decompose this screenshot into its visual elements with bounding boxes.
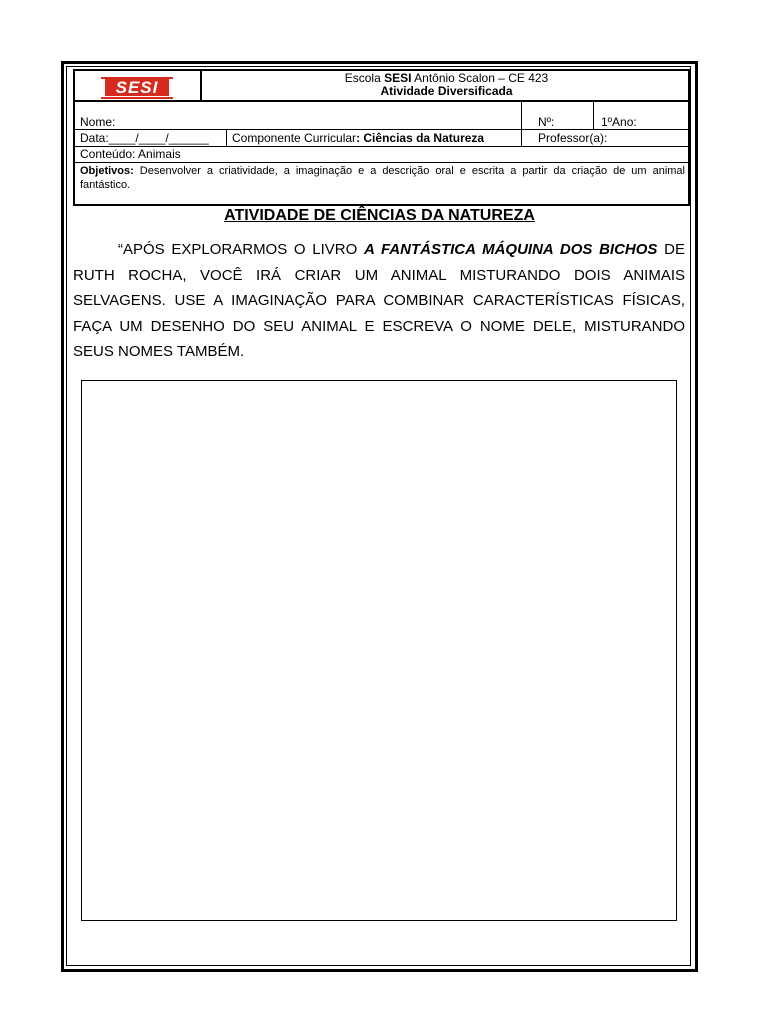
activity-type: Atividade Diversificada — [380, 84, 513, 98]
sesi-logo-text: SESI — [115, 78, 159, 97]
header-table — [73, 69, 690, 206]
school-brand: SESI — [384, 71, 412, 85]
objectives-label: Objetivos: — [80, 165, 134, 177]
instructions-paragraph: “APÓS EXPLORARMOS O LIVRO A FANTÁSTICA MÁQUINA DOS BICHOS DE RUTH ROCHA, VOCÊ IRÁ CRIAR UM ANIMAL MISTURANDO DOIS ANIMAIS SELVAGENS. USE A IMAGINAÇÃO PARA COMBINAR CARACTERÍSTICAS FÍSICAS, FAÇA UM DESENHO DO SEU ANIMAL E ESCREVA O NOME DELE, MISTURANDO SEUS NOMES TAMBÉM. — [73, 241, 685, 360]
school-name: Escola SESI Antônio Scalon – CE 423 — [344, 71, 549, 85]
header-row-date — [75, 130, 688, 147]
logo-cell — [75, 71, 202, 100]
sesi-logo — [105, 79, 169, 96]
date-field: Data:____/____/______ — [80, 131, 209, 145]
header-row-school — [75, 71, 688, 102]
content-field: Conteúdo: Animais — [80, 147, 181, 161]
component-field: Componente Curricular: Ciências da Natureza — [226, 130, 521, 146]
book-title: A FANTÁSTICA MÁQUINA DOS BICHOS — [364, 241, 658, 258]
number-field: Nº: — [521, 102, 593, 129]
header-row-content — [75, 147, 688, 163]
name-field: Nome: — [80, 115, 116, 129]
drawing-area[interactable] — [81, 380, 677, 921]
logo-stripe-bottom — [101, 97, 173, 99]
header-row-objectives — [75, 163, 688, 206]
objectives-text: Desenvolver a criatividade, a imaginação e a descrição oral e escrita a partir da criação de um animal fantástico. — [80, 165, 685, 191]
grade-field: 1ºAno: — [593, 102, 688, 129]
school-info — [205, 72, 688, 98]
component-value: : Ciências da Natureza — [356, 131, 485, 145]
teacher-field: Professor(a): — [521, 130, 688, 146]
header-row-name — [75, 102, 688, 130]
activity-title: ATIVIDADE DE CIÊNCIAS DA NATUREZA — [224, 207, 535, 224]
objectives-field — [80, 164, 685, 192]
